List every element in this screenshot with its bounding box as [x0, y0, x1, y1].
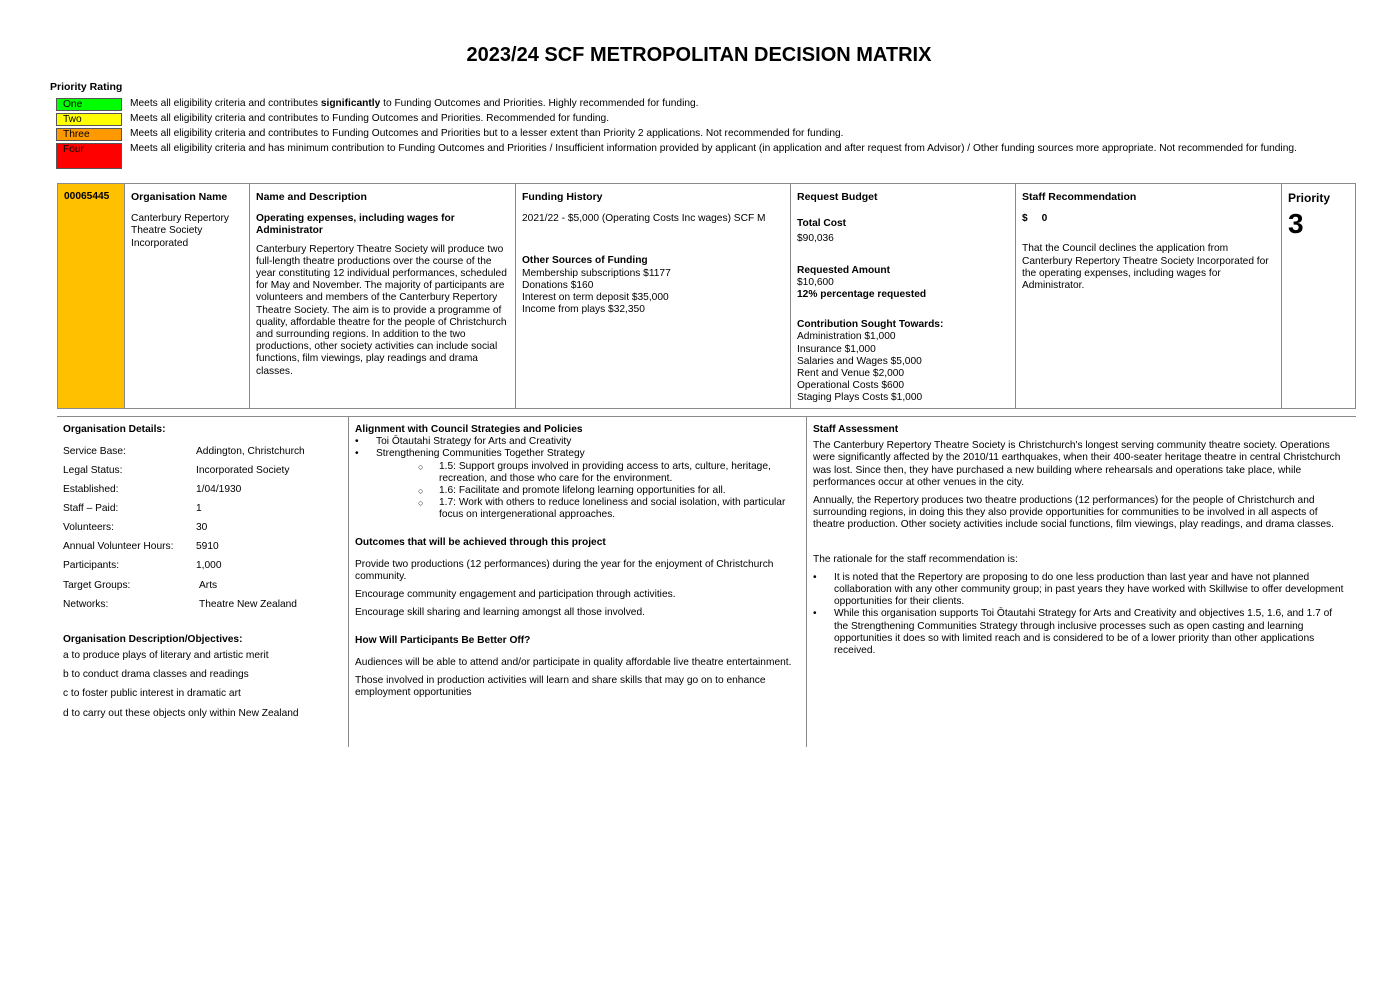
staff-assessment-column — [813, 424, 1348, 657]
outcome-item: Encourage community engagement and participation through activities. — [355, 589, 676, 601]
section-divider — [57, 416, 1356, 417]
contribution-item: Staging Plays Costs $1,000 — [797, 392, 923, 404]
detail-row-networks: Networks: Theatre New Zealand — [63, 599, 297, 610]
detail-row-service-base: Service Base: Addington, Christchurch — [63, 446, 305, 457]
requested-amount-value: $10,600 — [797, 276, 834, 288]
request-budget-heading: Request Budget — [797, 191, 878, 203]
priority-rating-heading: Priority Rating — [50, 81, 123, 93]
funding-history-cell — [516, 184, 791, 408]
total-cost-label: Total Cost — [797, 218, 847, 230]
contribution-item: Salaries and Wages $5,000 — [797, 355, 922, 367]
better-off-item: Those involved in production activities will learn and share skills that may go on to enhance employment opportunities — [355, 675, 766, 699]
name-description-cell — [250, 184, 516, 408]
priority-desc-one: Meets all eligibility criteria and contributes significantly to Funding Outcomes and Priorities. Highly recommended for funding. — [130, 98, 699, 109]
page-title: 2023/24 SCF METROPOLITAN DECISION MATRIX — [466, 44, 932, 66]
organisation-name-heading: Organisation Name — [131, 191, 228, 203]
other-source-item: Income from plays $32,350 — [522, 304, 645, 316]
priority-swatch-one: One — [56, 98, 122, 111]
priority-heading: Priority — [1288, 191, 1331, 205]
strategy-item: • Toi Ōtautahi Strategy for Arts and Creativity — [355, 436, 800, 448]
organisation-name: Canterbury Repertory Theatre Society Incorporated — [131, 213, 229, 249]
detail-row-legal-status: Legal Status: Incorporated Society — [63, 465, 290, 476]
better-off-heading: How Will Participants Be Better Off? — [355, 634, 531, 646]
application-id: 00065445 — [64, 191, 110, 202]
objectives-heading: Organisation Description/Objectives: — [63, 634, 243, 645]
objective-item: c to foster public interest in dramatic art — [63, 688, 241, 699]
strategy-sub-item: ○ 1.7: Work with others to reduce loneliness and social isolation, with particular focus on intergenerational approaches. — [355, 497, 800, 521]
staff-recommendation-cell — [1016, 184, 1282, 408]
other-source-item: Membership subscriptions $1177 — [522, 267, 671, 279]
application-table — [57, 183, 1356, 409]
objective-item: a to produce plays of literary and artistic merit — [63, 650, 269, 661]
objective-item: b to conduct drama classes and readings — [63, 669, 249, 680]
alignment-column — [355, 424, 800, 705]
priority-swatch-three: Three — [56, 128, 122, 141]
assessment-paragraph: Annually, the Repertory produces two theatre productions (12 performances) for the people of Christchurch and surrounding regions, in doing this they also provide opportunities for communities to be involved in all aspects of theatre production. Other society activities include social functions, film viewings, play readings, and drama classes. — [813, 495, 1334, 531]
project-title: Operating expenses, including wages for Administrator — [256, 213, 455, 237]
org-details-heading: Organisation Details: — [63, 424, 166, 435]
priority-desc-two: Meets all eligibility criteria and contributes to Funding Outcomes and Priorities. Recommended for funding. — [130, 113, 610, 124]
rationale-item: • It is noted that the Repertory are proposing to do one less production than last year and have not planned collaboration with any other community group; in past years they have worked with Skillwise to offer development opportunities for their clients. — [813, 572, 1348, 609]
strategy-sub-item: ○ 1.5: Support groups involved in providing access to arts, culture, heritage, recreation, and those who care for the environment. — [355, 461, 800, 485]
rationale-item: • While this organisation supports Toi Ōtautahi Strategy for Arts and Creativity and objectives 1.5, 1.6, and 1.7 of the Strengthening Communities Strategy through inclusive processes such as open casting and learning opportunities it does so with limited reach and is considered to be of a lower priority than other applications received. — [813, 608, 1348, 657]
contribution-item: Administration $1,000 — [797, 331, 896, 343]
outcome-item: Encourage skill sharing and learning amongst all those involved. — [355, 607, 645, 619]
strategy-item: • Strengthening Communities Together Strategy — [355, 448, 800, 460]
name-description-heading: Name and Description — [256, 191, 367, 203]
other-sources-heading: Other Sources of Funding — [522, 255, 648, 267]
priority-desc-four: Meets all eligibility criteria and has minimum contribution to Funding Outcomes and Priorities / Insufficient information provided by applicant (in application and after request from Advisor) / Other funding sources more appropriate. Not recommended for funding. — [130, 143, 1297, 154]
contribution-item: Rent and Venue $2,000 — [797, 368, 905, 380]
staff-assessment-heading: Staff Assessment — [813, 424, 899, 435]
staff-recommendation-text: That the Council declines the application from Canterbury Repertory Theatre Society Incorporated for the operating expenses, including wages for Administrator. — [1022, 243, 1269, 292]
detail-row-staff-paid: Staff – Paid: 1 — [63, 503, 202, 514]
objective-item: d to carry out these objects only within New Zealand — [63, 708, 299, 719]
column-divider — [348, 417, 349, 747]
better-off-item: Audiences will be able to attend and/or participate in quality affordable live theatre entertainment. — [355, 656, 792, 668]
outcome-item: Provide two productions (12 performances) during the year for the enjoyment of Christchurch community. — [355, 558, 774, 583]
priority-cell — [1282, 184, 1355, 408]
priority-value: 3 — [1288, 208, 1304, 239]
contribution-item: Insurance $1,000 — [797, 343, 876, 355]
detail-row-target-groups: Target Groups: Arts — [63, 580, 218, 591]
percentage-requested: 12% percentage requested — [797, 289, 927, 301]
total-cost-value: $90,036 — [797, 233, 834, 245]
assessment-paragraph: The Canterbury Repertory Theatre Society is Christchurch's longest serving community theatre society. Operations were significantly affected by the 2010/11 earthquakes, when their 400-seater heritage theatre in central Christchurch was lost. Since then, they have purchased a new building where rehearsals and operations take place, while performances occur at other venues in the city. — [813, 440, 1341, 488]
requested-amount-label: Requested Amount — [797, 264, 891, 276]
priority-desc-three: Meets all eligibility criteria and contributes to Funding Outcomes and Priorities but to a lesser extent than Priority 2 applications. Not recommended for funding. — [130, 128, 844, 139]
funding-history-entry: 2021/22 - $5,000 (Operating Costs Inc wages) SCF M — [522, 213, 766, 225]
detail-row-volunteers: Volunteers: 30 — [63, 522, 208, 533]
alignment-heading: Alignment with Council Strategies and Policies — [355, 424, 583, 435]
rationale-intro: The rationale for the staff recommendation is: — [813, 553, 1018, 565]
strategy-sub-item: ○ 1.6: Facilitate and promote lifelong learning opportunities for all. — [355, 485, 800, 497]
request-budget-cell — [791, 184, 1016, 408]
project-description: Canterbury Repertory Theatre Society will produce two full-length theatre productions over the course of the year constituting 12 individual performances, scheduled for May and November. The majority of participants are volunteers and members of the Canterbury Repertory Theatre Society. The aim is to provide a programme of quality, affordable theatre for the people of Christchurch and surrounding regions. In addition to the two productions, other society activities can include social functions, film viewings, play readings and drama classes. — [256, 243, 507, 377]
detail-row-established: Established: 1/04/1930 — [63, 484, 242, 495]
priority-swatch-four: Four — [56, 143, 122, 169]
other-source-item: Interest on term deposit $35,000 — [522, 292, 669, 304]
detail-row-participants: Participants: 1,000 — [63, 560, 222, 571]
contribution-item: Operational Costs $600 — [797, 380, 905, 392]
outcomes-heading: Outcomes that will be achieved through this project — [355, 536, 606, 548]
priority-swatch-two: Two — [56, 113, 122, 126]
detail-row-volunteer-hours: Annual Volunteer Hours: 5910 — [63, 541, 219, 552]
staff-recommendation-heading: Staff Recommendation — [1022, 191, 1137, 203]
organisation-name-cell — [125, 184, 250, 408]
column-divider — [806, 417, 807, 747]
application-id-cell — [58, 184, 125, 408]
funding-history-heading: Funding History — [522, 191, 603, 203]
other-source-item: Donations $160 — [522, 279, 594, 291]
staff-recommendation-amount: $ 0 — [1022, 213, 1048, 225]
contribution-heading: Contribution Sought Towards: — [797, 319, 944, 331]
